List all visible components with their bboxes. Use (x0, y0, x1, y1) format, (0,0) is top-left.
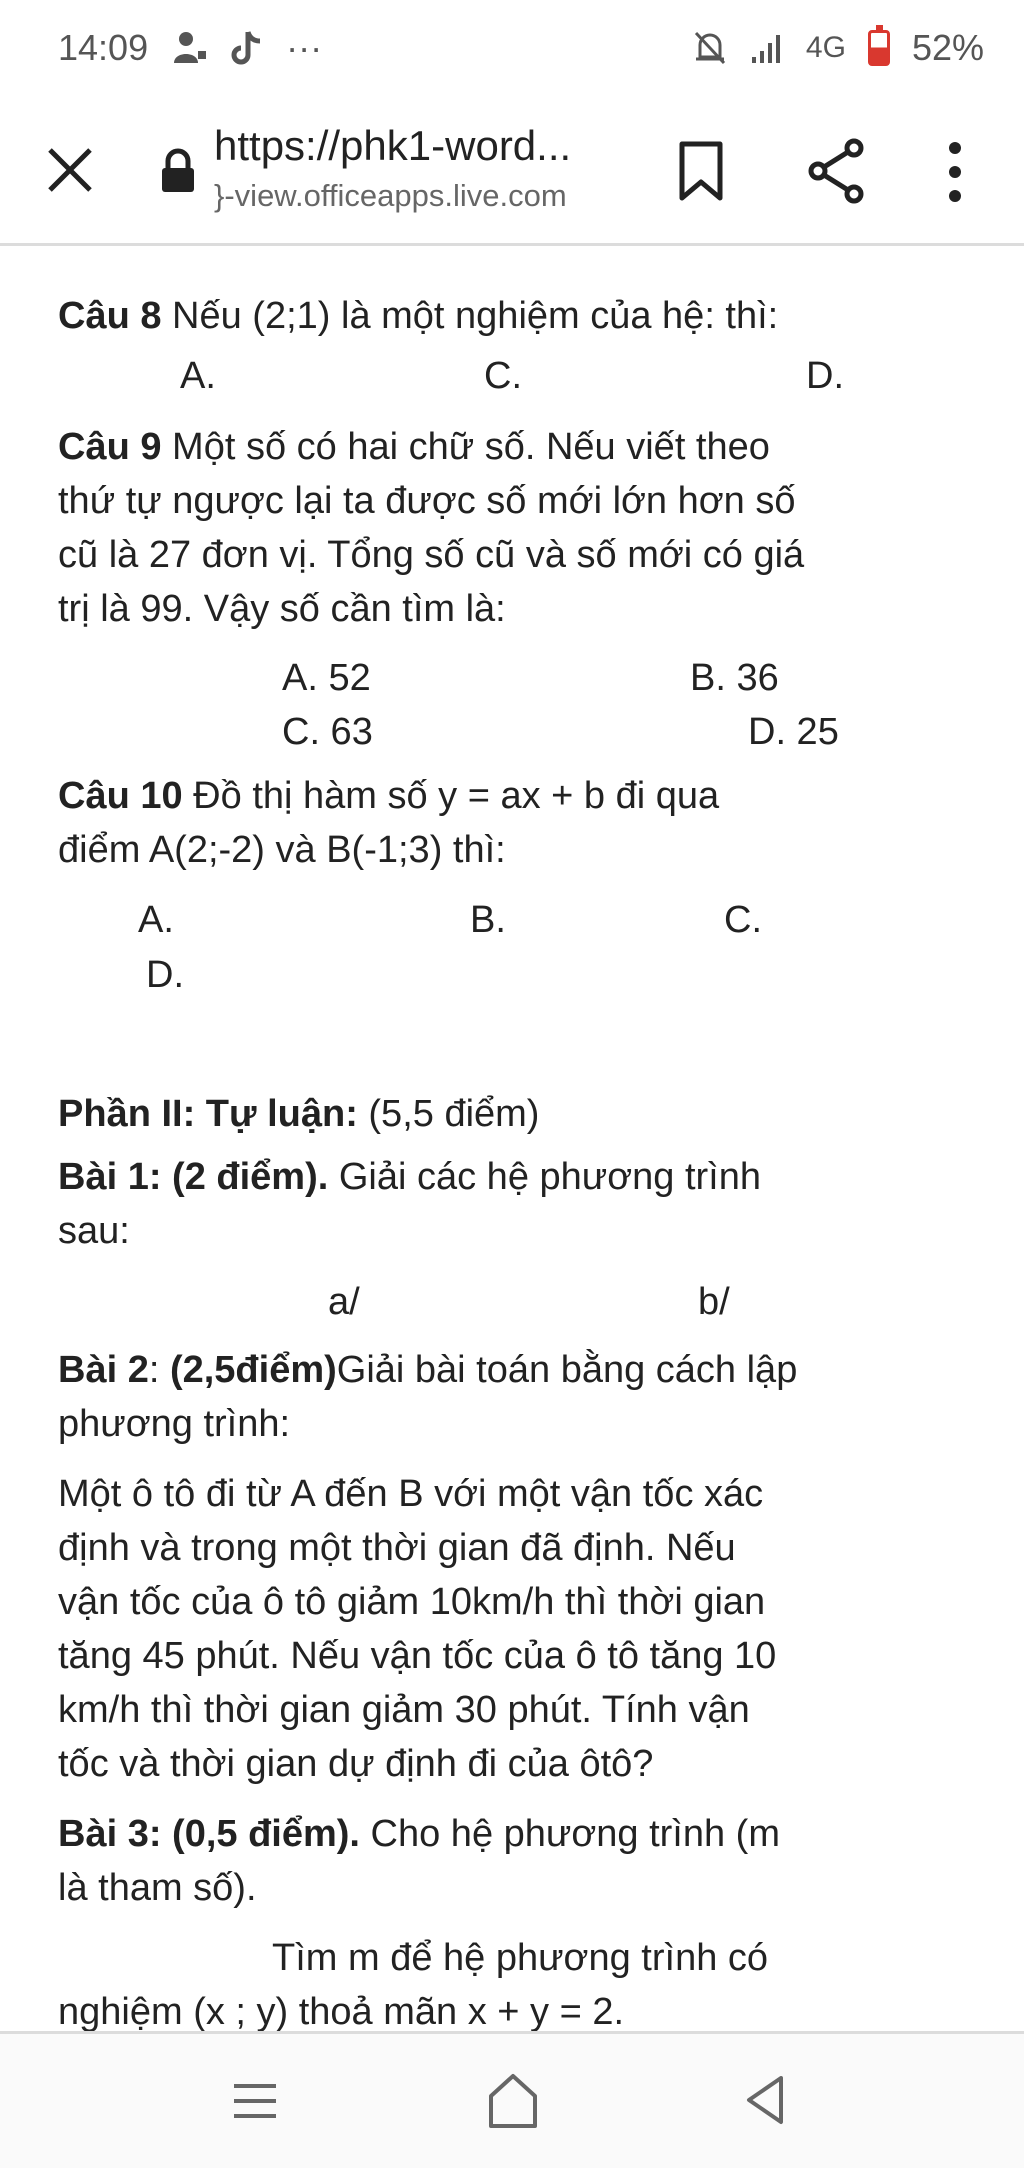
bai3-task-line-2: nghiệm (x ; y) thoả mãn x + y = 2. (58, 1991, 625, 2031)
bookmark-button[interactable] (676, 140, 726, 202)
home-icon (485, 2070, 541, 2130)
bai2-points: (2,5điểm) (169, 1349, 337, 1391)
q9-line-2: thứ tự ngược lại ta được số mới lớn hơn số (58, 480, 796, 522)
more-vert-icon (940, 136, 970, 208)
bai1-line-1: Giải các hệ phương trình (328, 1156, 761, 1198)
more-notifications: ··· (286, 27, 323, 68)
battery-icon (868, 30, 890, 66)
mute-icon (692, 29, 728, 67)
q10-option-c: C. (724, 899, 762, 941)
part-2-heading (58, 1087, 958, 1141)
q8-label: Câu 8 (58, 295, 162, 337)
question-8 (58, 289, 958, 343)
status-right (692, 27, 984, 69)
battery-percent: 52% (911, 27, 984, 68)
question-9 (58, 420, 958, 636)
recent-apps-button[interactable] (230, 2076, 280, 2126)
recent-apps-icon (230, 2076, 280, 2126)
q9-option-d: D. 25 (748, 711, 839, 753)
status-bar (0, 0, 1024, 96)
share-icon (806, 138, 866, 204)
lock-icon (160, 148, 196, 194)
q9-line-1: Một số có hai chữ số. Nếu viết theo (161, 426, 770, 468)
bai2-label: Bài 2 (58, 1349, 149, 1391)
bai3-line-2: là tham số). (58, 1867, 257, 1909)
document-view[interactable] (0, 249, 1024, 2031)
bai1-part-a: a/ (328, 1281, 360, 1323)
close-icon (40, 140, 100, 200)
q10-line-2: điểm A(2;-2) và B(-1;3) thì: (58, 829, 506, 871)
bai2-body-line-3: vận tốc của ô tô giảm 10km/h thì thời gian (58, 1581, 766, 1623)
url-text: https://phk1-word... (214, 122, 572, 169)
q10-option-b: B. (470, 899, 506, 941)
status-left (58, 27, 322, 69)
home-button[interactable] (485, 2070, 541, 2130)
q9-line-4: trị là 99. Vậy số cần tìm là: (58, 588, 506, 630)
q10-line-1: Đồ thị hàm số y = ax + b đi qua (182, 775, 720, 817)
bai1-line-2: sau: (58, 1210, 130, 1252)
person-notification-icon (170, 29, 208, 67)
q8-option-c: C. (484, 355, 522, 397)
network-type: 4G (805, 31, 846, 64)
bai2-line-2: phương trình: (58, 1403, 291, 1445)
bai2-body-line-4: tăng 45 phút. Nếu vận tốc của ô tô tăng 10 (58, 1635, 777, 1677)
status-time: 14:09 (58, 27, 149, 68)
bai-3 (58, 1807, 958, 1915)
q10-option-a: A. (138, 899, 174, 941)
bai3-label: Bài 3: (0,5 điểm). (58, 1813, 360, 1855)
bai2-line-1: Giải bài toán bằng cách lập (336, 1349, 798, 1391)
browser-toolbar (0, 96, 1024, 246)
navigation-bar (0, 2031, 1024, 2168)
url-domain: }-view.officeapps.live.com (214, 178, 567, 213)
q9-option-a: A. 52 (282, 657, 371, 699)
more-options-button[interactable] (940, 136, 970, 208)
share-button[interactable] (806, 138, 866, 204)
q8-option-a: A. (180, 355, 216, 397)
question-10 (58, 769, 958, 877)
q9-option-b: B. 36 (690, 657, 779, 699)
bai2-body-line-5: km/h thì thời gian giảm 30 phút. Tính vận (58, 1689, 750, 1731)
bai2-body-line-2: định và trong một thời gian đã định. Nếu (58, 1527, 736, 1569)
close-button[interactable] (40, 140, 100, 200)
q8-text: Nếu (2;1) là một nghiệm của hệ: thì: (161, 295, 779, 337)
part2-label: Phần II: Tự luận: (58, 1093, 358, 1135)
bai2-body-line-1: Một ô tô đi từ A đến B với một vận tốc xác (58, 1473, 764, 1515)
bai1-label: Bài 1: (2 điểm). (58, 1156, 329, 1198)
bai-1 (58, 1150, 958, 1258)
bookmark-icon (676, 140, 726, 202)
q9-option-c: C. 63 (282, 711, 373, 753)
bai3-line-1: Cho hệ phương trình (m (359, 1813, 780, 1855)
tiktok-icon (230, 29, 264, 67)
q8-option-d: D. (806, 355, 844, 397)
bai2-body-line-6: tốc và thời gian dự định đi của ôtô? (58, 1743, 654, 1785)
signal-icon (750, 31, 784, 65)
bai2-colon: : (148, 1349, 170, 1391)
q10-label: Câu 10 (58, 775, 183, 817)
q10-option-d: D. (146, 954, 184, 996)
q9-label: Câu 9 (58, 426, 162, 468)
bai3-task-line-1: Tìm m để hệ phương trình có (272, 1937, 769, 1979)
bai1-part-b: b/ (698, 1281, 730, 1323)
q9-line-3: cũ là 27 đơn vị. Tổng số cũ và số mới có giá (58, 534, 805, 576)
address-bar[interactable] (214, 118, 634, 218)
bai2-body (58, 1467, 958, 1791)
bai-2 (58, 1343, 958, 1451)
back-button[interactable] (745, 2074, 785, 2126)
back-icon (745, 2074, 785, 2126)
part2-points: (5,5 điểm) (357, 1093, 540, 1135)
